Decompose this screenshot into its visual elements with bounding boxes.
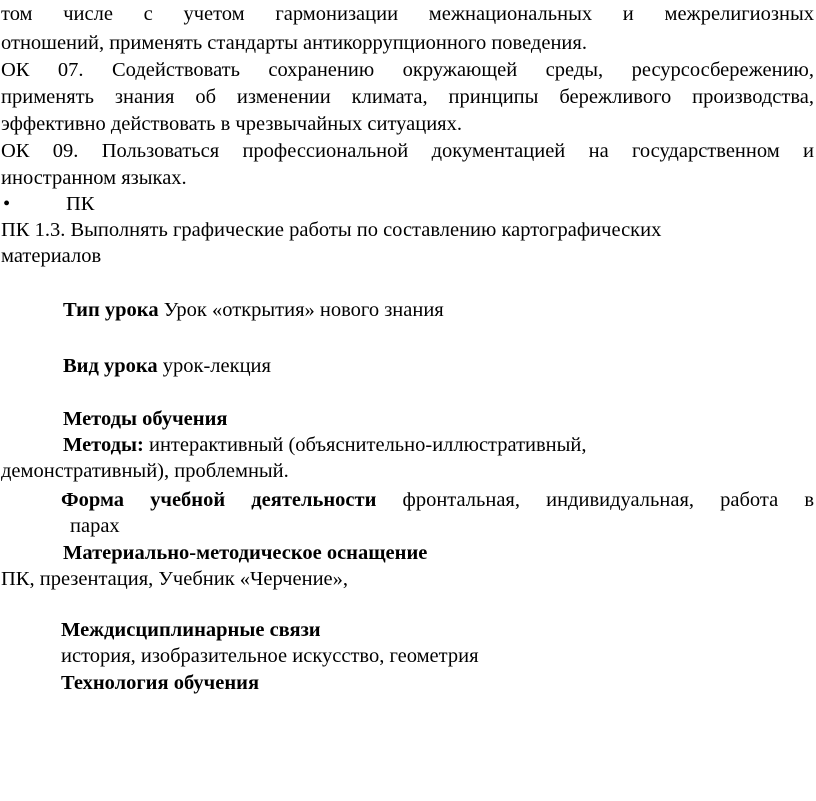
interdisciplinary-heading-text: Междисциплинарные связи (61, 619, 321, 641)
lesson-type-label: Тип урока (63, 299, 159, 321)
lesson-kind (63, 353, 271, 379)
interdisciplinary-value: история, изобразительное искусство, геометрия (61, 645, 479, 667)
ok07-line-2: применять знания об изменении климата, принципы бережливого производства, (1, 86, 814, 108)
equipment-heading (63, 540, 427, 566)
methods-heading-text: Методы обучения (63, 408, 228, 430)
lesson-type-value: Урок «открытия» нового знания (163, 299, 444, 321)
ok-paragraph-line-2: отношений, применять стандарты антикоррупционного поведения. (1, 32, 587, 54)
form-value-1: фронтальная, индивидуальная, работа в (402, 489, 814, 511)
ok07-line-3: эффективно действовать в чрезвычайных ситуациях. (1, 113, 462, 135)
technology-heading-text: Технология обучения (61, 672, 260, 694)
methods-heading (63, 406, 227, 432)
interdisciplinary-heading (61, 617, 321, 643)
bullet: • (3, 193, 11, 215)
lesson-type (63, 297, 444, 323)
form-label: Форма учебной деятельности (61, 489, 377, 511)
equipment-value: ПК, презентация, Учебник «Черчение», (1, 568, 349, 590)
methods-value-2: демонстративный), проблемный. (1, 460, 289, 482)
technology-heading (61, 670, 259, 696)
pk13-line-1: ПК 1.3. Выполнять графические работы по составлению картографических (1, 219, 662, 241)
methods-label: Методы: (63, 434, 144, 456)
methods (63, 432, 587, 458)
form (61, 487, 814, 513)
methods-value-1: интерактивный (объяснительно-иллюстративный, (148, 434, 587, 456)
lesson-kind-value: урок-лекция (162, 355, 271, 377)
equipment-heading-text: Материально-методическое оснащение (63, 542, 428, 564)
form-value-2: парах (70, 515, 120, 537)
ok-paragraph-line-1: том числе с учетом гармонизации межнациональных и межрелигиозных (1, 3, 814, 25)
pk13-line-2: материалов (1, 245, 102, 267)
pk-label: ПК (66, 193, 95, 215)
ok07-line-1: ОК 07. Содействовать сохранению окружающей среды, ресурсосбережению, (1, 59, 814, 81)
ok09-line-1: ОК 09. Пользоваться профессиональной документацией на государственном и (1, 140, 814, 162)
ok09-line-2: иностранном языках. (1, 167, 187, 189)
lesson-kind-label: Вид урока (63, 355, 158, 377)
